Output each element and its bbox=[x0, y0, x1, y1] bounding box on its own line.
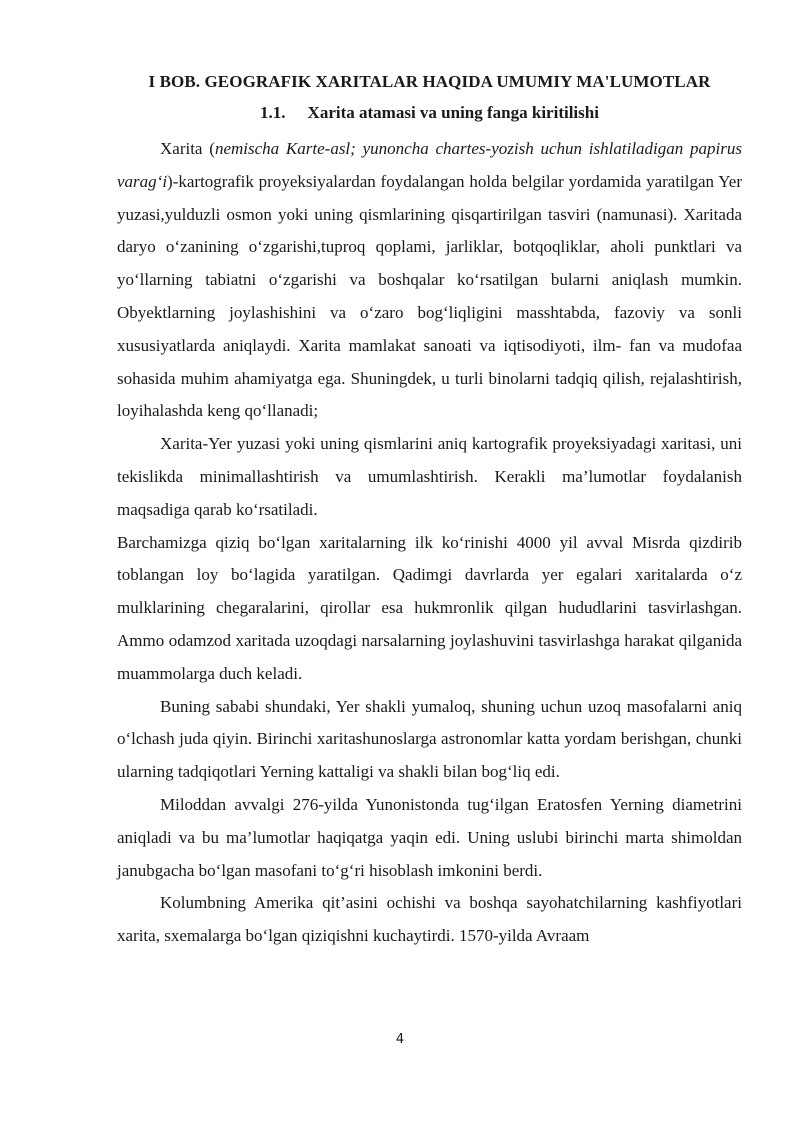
document-page bbox=[117, 70, 742, 953]
section-heading bbox=[117, 101, 742, 125]
paragraph-rest: )-kartografik proyeksiyalardan foydalangan holda belgilar yordamida yaratilgan Yer yuzasi,yulduzli osmon yoki uning qismlarining qisqartirilgan tasviri (namunasi). Xaritada daryo o‘zanining o‘zgarishi,tuproq qoplami, jarliklar, botqoqliklar, aholi punktlari va yo‘llarning tabiatni o‘zgarishi va boshqalar ko‘rsatilgan bularni aniqlash mumkin. Obyektlarning joylashishini va o‘zaro bog‘liqligini masshtabda, fazoviy va sonli xususiyatlarda aniqlaydi. Xarita mamlakat sanoati va iqtisodiyoti, ilm- fan va mudofaa sohasida muhim ahamiyatga ega. Shuningdek, u turli binolarni tadqiq qilish, rejalashtirish, loyihalashda keng qo‘llanadi; bbox=[117, 171, 742, 421]
paragraph-map-definition: Xarita-Yer yuzasi yoki uning qismlarini aniq kartografik proyeksiyadagi xaritasi, uni tekislikda minimallashtirish va umumlashtirish. Kerakli ma’lumotlar foydalanish maqsadiga qarab ko‘rsatiladi. bbox=[117, 434, 742, 519]
section-number: 1.1. bbox=[260, 103, 286, 122]
paragraph-lead: Xarita ( bbox=[160, 139, 215, 158]
chapter-title: I BOB. GEOGRAFIK XARITALAR HAQIDA UMUMIY MA'LUMOTLAR bbox=[148, 72, 711, 91]
section-title: Xarita atamasi va uning fanga kiritilishi bbox=[307, 103, 599, 122]
paragraph-earth-shape: Buning sababi shundaki, Yer shakli yumaloq, shuning uchun uzoq masofalarni aniq o‘lchash juda qiyin. Birinchi xaritashunoslarga astronomlar katta yordam berishgan, chunki ularning tadqiqotlari Yerning kattaligi va shakli bilan bog‘liq edi. bbox=[117, 696, 742, 782]
paragraph-history: Barchamizga qiziq bo‘lgan xaritalarning ilk ko‘rinishi 4000 yil avval Misrda qizdirib toblangan loy bo‘lagida yaratilgan. Qadimgi davrlarda yer egalari xaritalarda o‘z mulklarining chegaralarini, qirollar esa hukmronlik qilgan hududlarini tasvirlashgan. Ammo odamzod xaritada uzoqdagi narsalarning joylashuvini tasvirlashga harakat qilganida muammolarga duch keladi. bbox=[117, 532, 742, 683]
paragraph-eratosthenes: Miloddan avvalgi 276-yilda Yunonistonda tug‘ilgan Eratosfen Yerning diametrini aniqladi va bu ma’lumotlar haqiqatga yaqin edi. Uning uslubi birinchi marta shimoldan janubgacha bo‘lgan masofani to‘g‘ri hisoblash imkonini berdi. bbox=[117, 794, 742, 880]
page-number: 4 bbox=[395, 1032, 405, 1047]
etymology-italic: nemischa Karte-asl; yunoncha chartes-yozish uchun ishlatiladigan papirus varag‘i bbox=[117, 139, 743, 191]
paragraph-definition bbox=[117, 133, 742, 428]
paragraph-columbus: Kolumbning Amerika qit’asini ochishi va boshqa sayohatchilarning kashfiyotlari xarita, sxemalarga bo‘lgan qiziqishni kuchaytirdi. 1570-yilda Avraam bbox=[117, 893, 742, 946]
